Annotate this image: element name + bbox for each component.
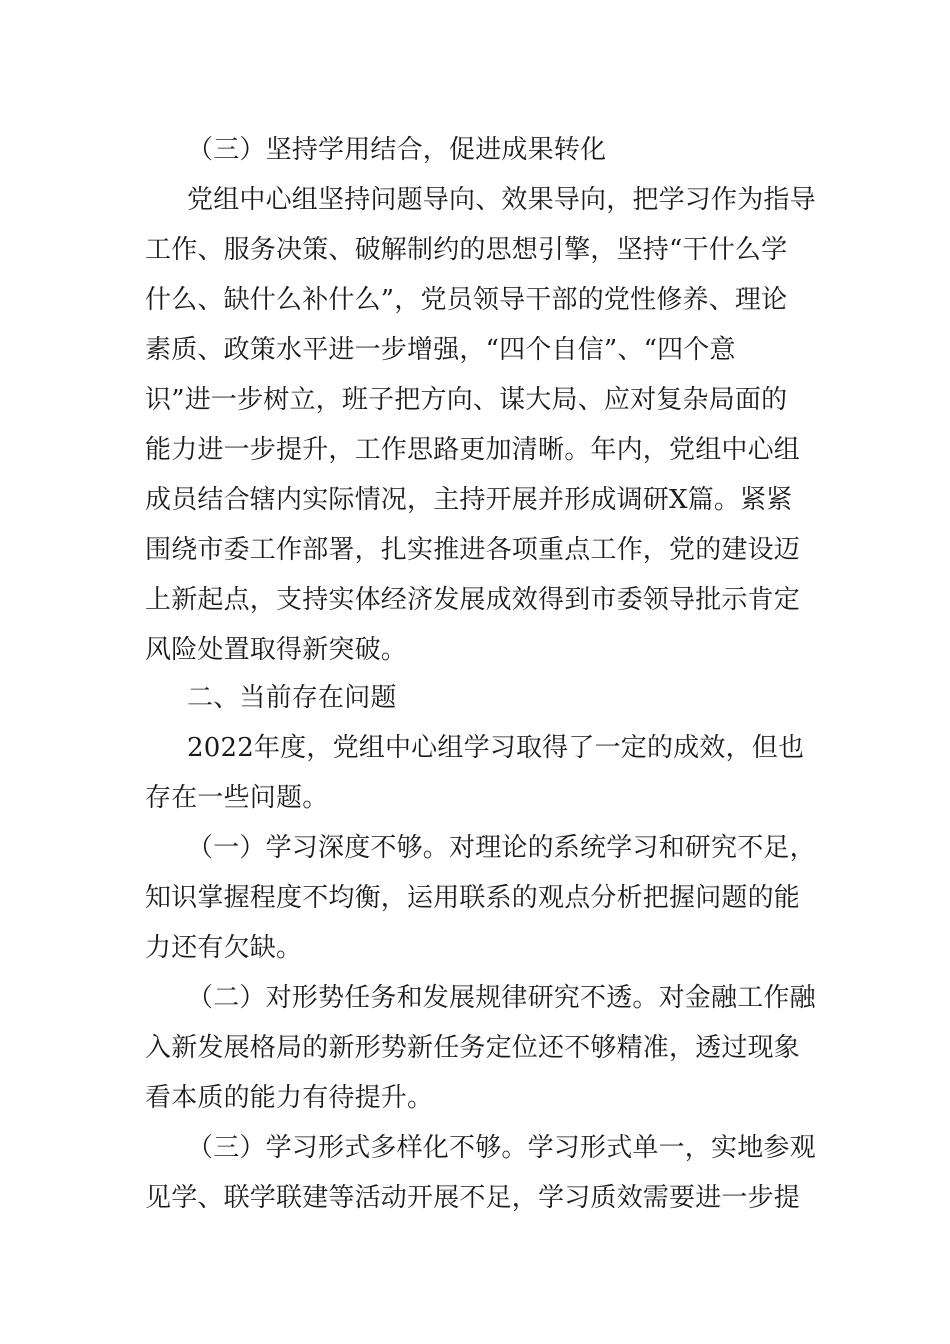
- paragraph-line: 什么、缺什么补什么”，党员领导干部的党性修养、理论: [145, 285, 788, 315]
- paragraph-line: 入新发展格局的新形势新任务定位还不够精准，透过现象: [145, 1033, 801, 1063]
- paragraph-line: 存在一些问题。: [145, 783, 329, 813]
- paragraph-line: 知识掌握程度不均衡，运用联系的观点分析把握问题的能: [145, 883, 801, 913]
- problem-item-2: （二）对形势任务和发展规律研究不透。对金融工作融: [187, 983, 816, 1013]
- paragraph-line: 工作、服务决策、破解制约的思想引擎，坚持“干什么学: [145, 235, 788, 265]
- problem-item-1: （一）学习深度不够。对理论的系统学习和研究不足，: [187, 833, 816, 863]
- paragraph-line: 看本质的能力有待提升。: [145, 1083, 434, 1113]
- paragraph-line: 见学、联学联建等活动开展不足，学习质效需要进一步提: [145, 1183, 801, 1213]
- paragraph-line: 2022年度，党组中心组学习取得了一定的成效，但也: [187, 733, 805, 763]
- paragraph-line: 上新起点，支持实体经济发展成效得到市委领导批示肯定: [145, 585, 801, 615]
- paragraph-line: 围绕市委工作部署，扎实推进各项重点工作，党的建设迈: [145, 535, 801, 565]
- problem-item-3: （三）学习形式多样化不够。学习形式单一，实地参观: [187, 1133, 816, 1163]
- paragraph-line: 党组中心组坚持问题导向、效果导向，把学习作为指导: [187, 185, 816, 215]
- paragraph-line: 力还有欠缺。: [145, 933, 303, 963]
- paragraph-line: 成员结合辖内实际情况，主持开展并形成调研X篇。紧紧: [145, 485, 793, 515]
- paragraph-line: 风险处置取得新突破。: [145, 635, 408, 665]
- paragraph-line: 素质、政策水平进一步增强，“四个自信”、“四个意: [145, 335, 736, 365]
- paragraph-line: 能力进一步提升，工作思路更加清晰。年内，党组中心组: [145, 435, 801, 465]
- section-heading-apply-learning: （三）坚持学用结合，促进成果转化: [187, 135, 607, 165]
- paragraph-line: 识”进一步树立，班子把方向、谋大局、应对复杂局面的: [145, 385, 788, 415]
- section-heading-current-problems: 二、当前存在问题: [187, 683, 397, 713]
